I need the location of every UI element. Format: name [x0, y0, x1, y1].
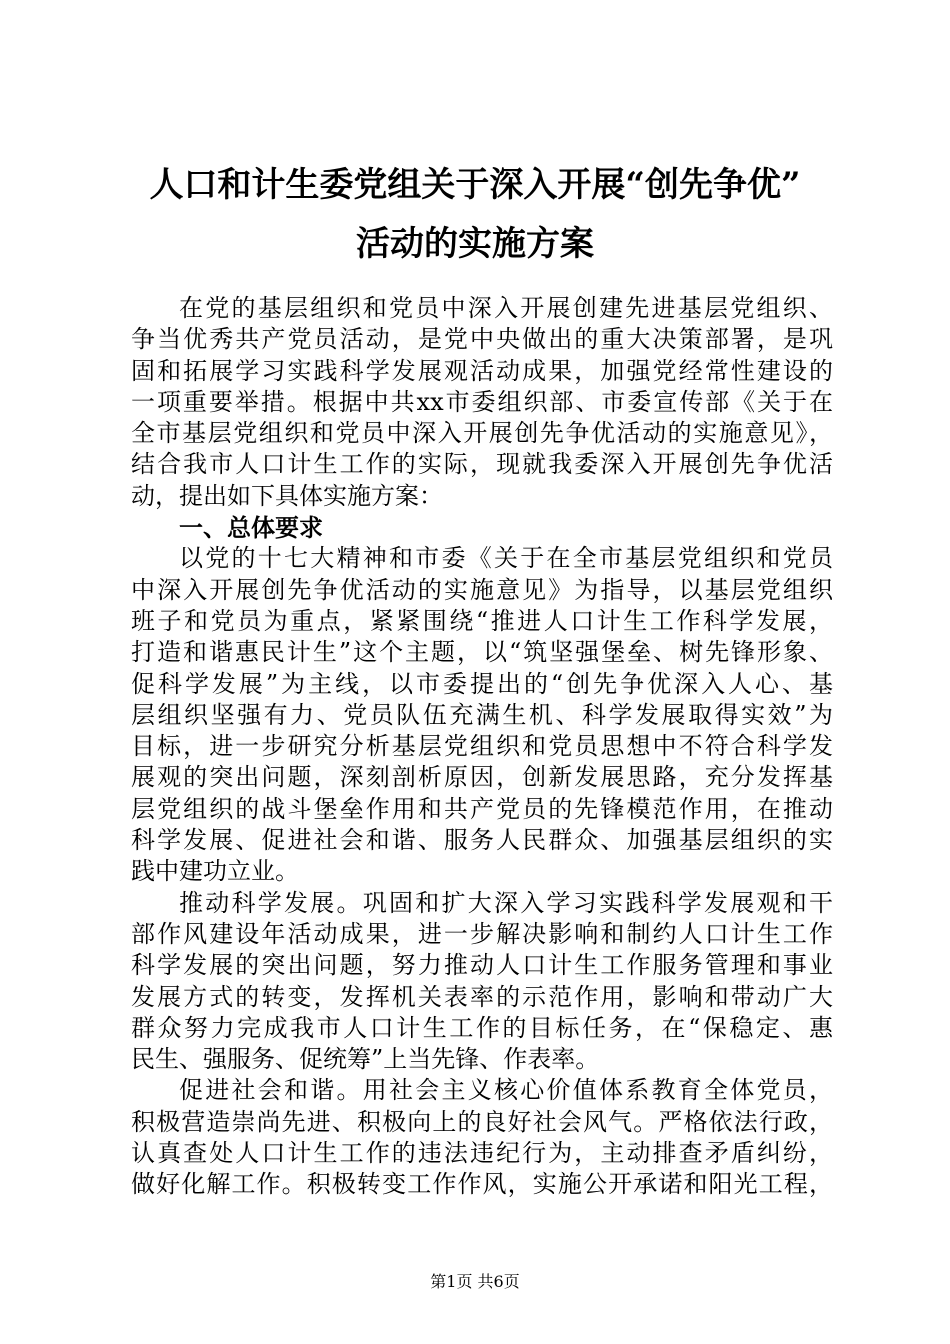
body-line: 一项重要举措。根据中共xx市委组织部、市委宣传部《关于在 — [131, 387, 833, 416]
body-line: 促进社会和谐。用社会主义核心价值体系教育全体党员， — [179, 1076, 833, 1105]
body-line: 班子和党员为重点，紧紧围绕“推进人口计生工作科学发展， — [131, 606, 833, 635]
body-line: 打造和谐惠民计生”这个主题，以“筑坚强堡垒、树先锋形象、 — [131, 638, 833, 667]
body-line: 科学发展的突出问题，努力推动人口计生工作服务管理和事业 — [131, 951, 833, 980]
body-line: 中深入开展创先争优活动的实施意见》为指导，以基层党组织 — [131, 575, 833, 604]
body-line: 以党的十七大精神和市委《关于在全市基层党组织和党员 — [179, 544, 833, 573]
body-line: 认真查处人口计生工作的违法违纪行为，主动排查矛盾纠纷， — [131, 1139, 833, 1168]
body-line: 结合我市人口计生工作的实际，现就我委深入开展创先争优活 — [131, 450, 833, 479]
body-line: 动，提出如下具体实施方案： — [131, 481, 443, 510]
body-line: 部作风建设年活动成果，进一步解决影响和制约人口计生工作 — [131, 919, 833, 948]
body-line: 推动科学发展。巩固和扩大深入学习实践科学发展观和干 — [179, 888, 833, 917]
document-title-line-2: 活动的实施方案 — [356, 224, 594, 264]
body-line: 积极营造崇尚先进、积极向上的良好社会风气。严格依法行政， — [131, 1107, 833, 1136]
body-line: 做好化解工作。积极转变工作作风，实施公开承诺和阳光工程， — [131, 1170, 833, 1199]
section-heading: 一、总体要求 — [179, 513, 323, 543]
body-line: 发展方式的转变，发挥机关表率的示范作用，影响和带动广大 — [131, 982, 833, 1011]
body-line: 民生、强服务、促统筹”上当先锋、作表率。 — [131, 1045, 600, 1074]
body-line: 目标，进一步研究分析基层党组织和党员思想中不符合科学发 — [131, 732, 833, 761]
body-line: 固和拓展学习实践科学发展观活动成果，加强党经常性建设的 — [131, 356, 833, 385]
document-title-line-1: 人口和计生委党组关于深入开展“创先争优” — [149, 165, 801, 205]
body-line: 群众努力完成我市人口计生工作的目标任务，在“保稳定、惠 — [131, 1013, 833, 1042]
body-line: 科学发展、促进社会和谐、服务人民群众、加强基层组织的实 — [131, 826, 833, 855]
body-line: 践中建功立业。 — [131, 857, 299, 886]
body-line: 全市基层党组织和党员中深入开展创先争优活动的实施意见》， — [131, 419, 833, 448]
body-line: 在党的基层组织和党员中深入开展创建先进基层党组织、 — [179, 294, 833, 322]
document-body — [131, 293, 833, 1201]
body-line: 层党组织的战斗堡垒作用和共产党员的先锋模范作用，在推动 — [131, 794, 833, 823]
body-line: 争当优秀共产党员活动，是党中央做出的重大决策部署，是巩 — [131, 325, 833, 354]
body-line: 促科学发展”为主线，以市委提出的“创先争优深入人心、基 — [131, 669, 833, 698]
body-line: 层组织坚强有力、党员队伍充满生机、科学发展取得实效”为 — [131, 700, 833, 729]
page-footer: 第1页 共6页 — [430, 1272, 520, 1291]
body-line: 展观的突出问题，深刻剖析原因，创新发展思路，充分发挥基 — [131, 763, 833, 792]
